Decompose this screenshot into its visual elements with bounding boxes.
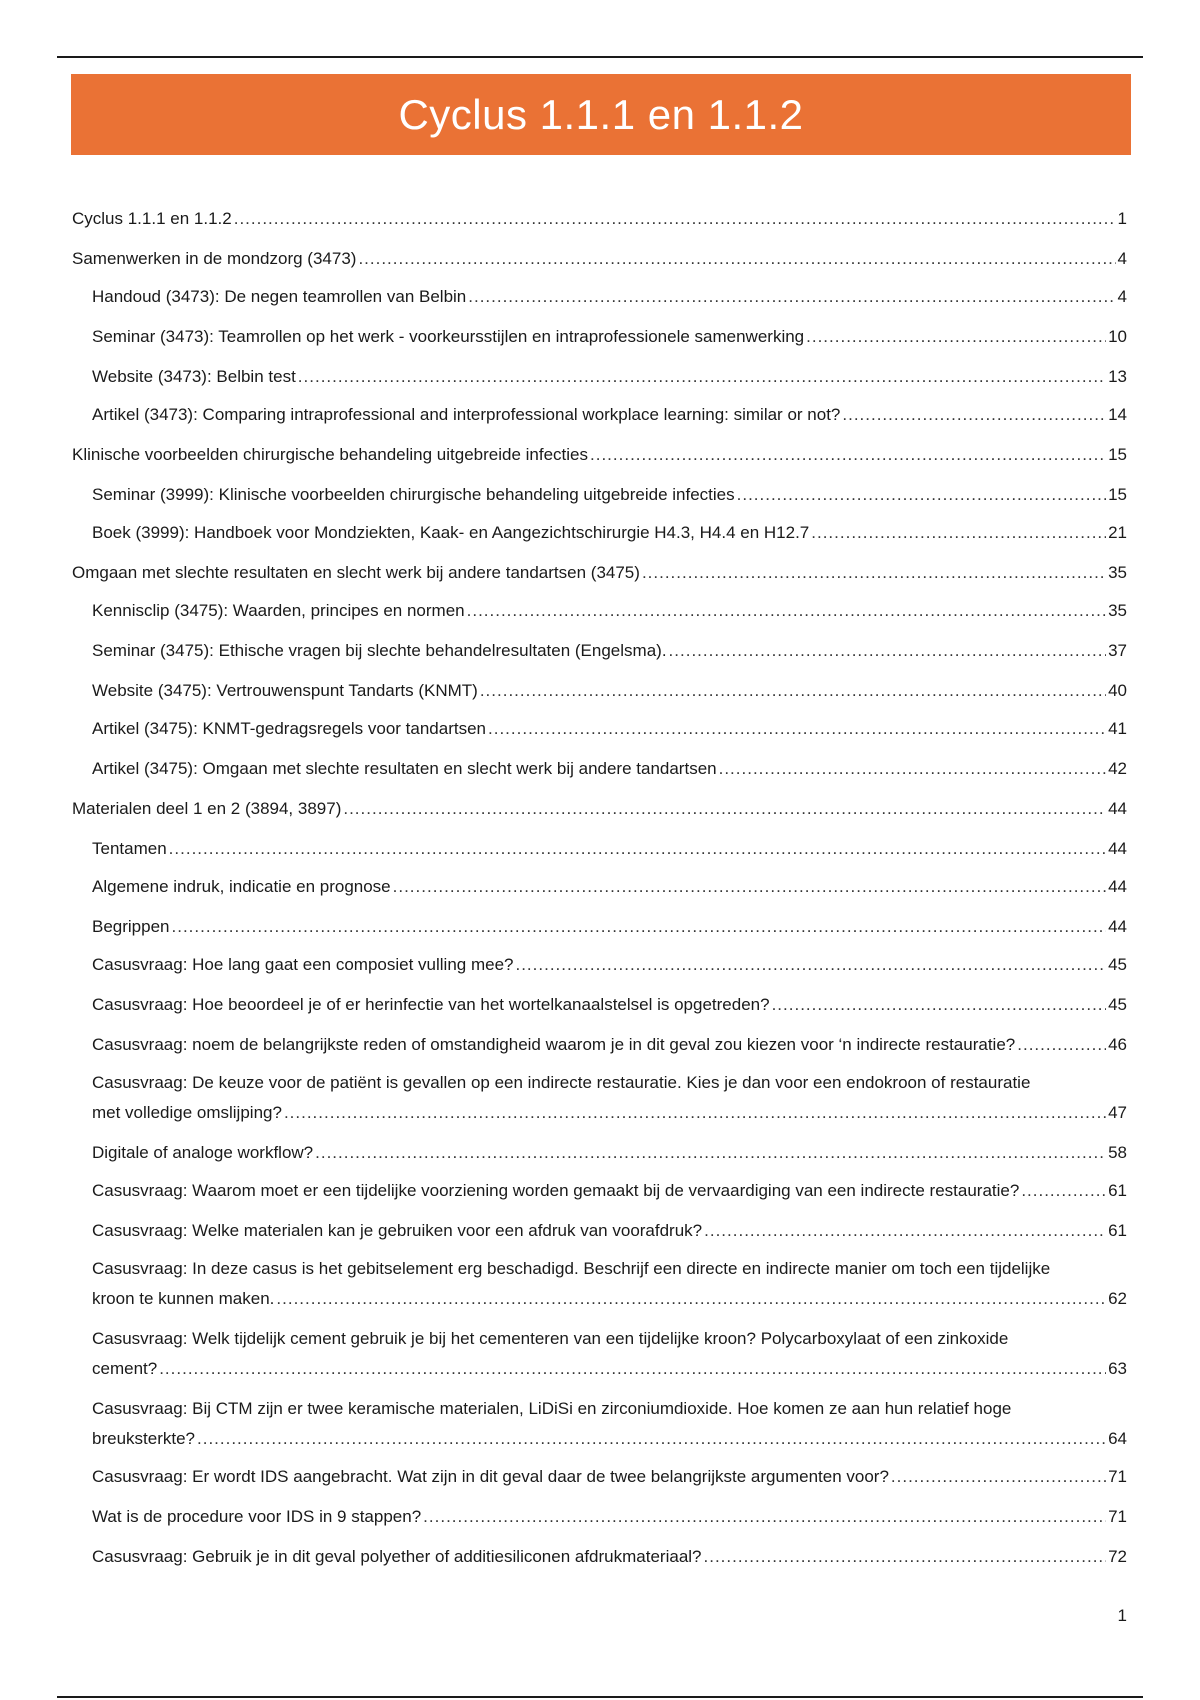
toc-entry-page: 61 bbox=[1108, 1221, 1127, 1240]
toc-entry[interactable] bbox=[72, 912, 1127, 942]
toc-entry-title: Artikel (3475): KNMT-gedragsregels voor tandartsen bbox=[92, 719, 487, 738]
dot-leader bbox=[669, 636, 1107, 666]
toc-entry-title: Kennisclip (3475): Waarden, principes en normen bbox=[92, 601, 465, 620]
dot-leader bbox=[393, 872, 1106, 902]
page-number: 1 bbox=[1117, 1606, 1127, 1625]
toc-entry-page: 15 bbox=[1108, 445, 1127, 464]
toc-entry-title: Casusvraag: Gebruik je in dit geval polyether of additiesiliconen afdrukmateriaal? bbox=[92, 1547, 702, 1566]
toc-entry-title: Casusvraag: Waarom moet er een tijdelijke voorziening worden gemaakt bij de vervaardiging van een indirecte restauratie? bbox=[92, 1181, 1020, 1200]
dot-leader bbox=[159, 1354, 1106, 1384]
toc-entry-title: Seminar (3999): Klinische voorbeelden chirurgische behandeling uitgebreide infecties bbox=[92, 485, 735, 504]
dot-leader bbox=[719, 754, 1106, 784]
toc-entry[interactable] bbox=[72, 204, 1127, 234]
toc-entry-title: breuksterkte? bbox=[92, 1429, 195, 1448]
toc-entry-page: 45 bbox=[1108, 995, 1127, 1014]
toc-entry-title: Website (3475): Vertrouwenspunt Tandarts (KNMT) bbox=[92, 681, 478, 700]
toc-entry[interactable] bbox=[72, 990, 1127, 1020]
toc-entry-title: Casusvraag: Hoe lang gaat een composiet vulling mee? bbox=[92, 955, 514, 974]
toc-entry-page: 42 bbox=[1108, 759, 1127, 778]
toc-entry-title: Materialen deel 1 en 2 (3894, 3897) bbox=[72, 799, 342, 818]
title-banner bbox=[71, 74, 1131, 155]
toc-entry-page: 1 bbox=[1117, 209, 1127, 228]
dot-leader bbox=[737, 480, 1106, 510]
toc-entry-title-line: Casusvraag: In deze casus is het gebitselement erg beschadigd. Beschrijf een directe en indirecte manier om toch een tijdelijke bbox=[92, 1259, 1051, 1278]
toc-entry[interactable] bbox=[72, 400, 1127, 430]
toc-entry[interactable] bbox=[72, 872, 1127, 902]
toc-entry-title: cement? bbox=[92, 1359, 158, 1378]
toc-entry-title: Handoud (3473): De negen teamrollen van Belbin bbox=[92, 287, 467, 306]
dot-leader bbox=[172, 912, 1107, 942]
dot-leader bbox=[642, 558, 1106, 588]
toc-entry[interactable] bbox=[72, 1216, 1127, 1246]
toc-entry[interactable] bbox=[72, 834, 1127, 864]
toc-entry[interactable] bbox=[72, 636, 1127, 666]
toc-entry-page: 14 bbox=[1108, 405, 1127, 424]
toc-entry-page: 71 bbox=[1108, 1507, 1127, 1526]
toc-entry-title: Algemene indruk, indicatie en prognose bbox=[92, 877, 391, 896]
toc-entry[interactable] bbox=[72, 1176, 1127, 1206]
toc-entry-page: 21 bbox=[1108, 523, 1127, 542]
toc-entry-page: 4 bbox=[1117, 249, 1127, 268]
dot-leader bbox=[276, 1284, 1106, 1314]
dot-leader bbox=[891, 1462, 1106, 1492]
toc-entry-title: Samenwerken in de mondzorg (3473) bbox=[72, 249, 357, 268]
toc-entry-title: Casusvraag: Welke materialen kan je gebruiken voor een afdruk van voorafdruk? bbox=[92, 1221, 703, 1240]
toc-entry[interactable] bbox=[72, 754, 1127, 784]
dot-leader bbox=[169, 834, 1106, 864]
dot-leader bbox=[298, 362, 1106, 392]
toc-entry-title: met volledige omslijping? bbox=[92, 1103, 282, 1122]
dot-leader bbox=[284, 1098, 1106, 1128]
toc-entry-title: Klinische voorbeelden chirurgische behandeling uitgebreide infecties bbox=[72, 445, 589, 464]
toc-entry[interactable] bbox=[72, 1394, 1127, 1454]
toc-entry-page: 58 bbox=[1108, 1143, 1127, 1162]
toc-entry[interactable] bbox=[72, 714, 1127, 744]
toc-entry-title: Seminar (3475): Ethische vragen bij slechte behandelresultaten (Engelsma). bbox=[92, 641, 667, 660]
dot-leader bbox=[704, 1216, 1106, 1246]
dot-leader bbox=[772, 990, 1107, 1020]
toc-entry[interactable] bbox=[72, 1542, 1127, 1572]
toc-entry[interactable] bbox=[72, 440, 1127, 470]
toc-entry[interactable] bbox=[72, 1502, 1127, 1532]
toc-entry[interactable] bbox=[72, 518, 1127, 548]
dot-leader bbox=[315, 1138, 1106, 1168]
toc-entry[interactable] bbox=[72, 1254, 1127, 1314]
toc-entry-title: Website (3473): Belbin test bbox=[92, 367, 296, 386]
toc-entry[interactable] bbox=[72, 1138, 1127, 1168]
toc-entry-title: Wat is de procedure voor IDS in 9 stappen? bbox=[92, 1507, 422, 1526]
toc-entry[interactable] bbox=[72, 480, 1127, 510]
toc-entry-page: 44 bbox=[1108, 917, 1127, 936]
toc-entry[interactable] bbox=[72, 596, 1127, 626]
dot-leader bbox=[423, 1502, 1106, 1532]
dot-leader bbox=[467, 596, 1106, 626]
dot-leader bbox=[806, 322, 1106, 352]
toc-entry-page: 44 bbox=[1108, 839, 1127, 858]
dot-leader bbox=[358, 244, 1115, 274]
dot-leader bbox=[842, 400, 1106, 430]
toc-entry-page: 45 bbox=[1108, 955, 1127, 974]
toc-entry[interactable] bbox=[72, 1068, 1127, 1128]
table-of-contents bbox=[72, 204, 1127, 1572]
toc-entry-page: 71 bbox=[1108, 1467, 1127, 1486]
toc-entry[interactable] bbox=[72, 322, 1127, 352]
toc-entry-page: 46 bbox=[1108, 1035, 1127, 1054]
toc-entry-title: Tentamen bbox=[92, 839, 167, 858]
toc-entry-title: Cyclus 1.1.1 en 1.1.2 bbox=[72, 209, 232, 228]
toc-entry-page: 62 bbox=[1108, 1289, 1127, 1308]
dot-leader bbox=[590, 440, 1106, 470]
toc-entry-title: Casusvraag: Hoe beoordeel je of er herinfectie van het wortelkanaalstelsel is opgetreden? bbox=[92, 995, 770, 1014]
toc-entry-title: Casusvraag: noem de belangrijkste reden of omstandigheid waarom je in dit geval zou kiezen voor ‘n indirecte restauratie? bbox=[92, 1035, 1016, 1054]
toc-entry[interactable] bbox=[72, 794, 1127, 824]
dot-leader bbox=[1017, 1030, 1106, 1060]
toc-entry[interactable] bbox=[72, 1462, 1127, 1492]
toc-entry-title: Begrippen bbox=[92, 917, 170, 936]
toc-entry-title: Seminar (3473): Teamrollen op het werk - voorkeursstijlen en intraprofessionele samenwerking bbox=[92, 327, 805, 346]
toc-entry-page: 44 bbox=[1108, 877, 1127, 896]
toc-entry[interactable] bbox=[72, 1030, 1127, 1060]
toc-entry-title-line: Casusvraag: Welk tijdelijk cement gebruik je bij het cementeren van een tijdelijke kroon? Polycarboxylaat of een zinkoxide bbox=[92, 1329, 1009, 1348]
toc-entry[interactable] bbox=[72, 244, 1127, 274]
toc-entry-title: Casusvraag: Er wordt IDS aangebracht. Wat zijn in dit geval daar de twee belangrijkste argumenten voor? bbox=[92, 1467, 889, 1486]
toc-entry-page: 35 bbox=[1108, 563, 1127, 582]
toc-entry-page: 44 bbox=[1108, 799, 1127, 818]
dot-leader bbox=[515, 950, 1106, 980]
toc-entry-page: 35 bbox=[1108, 601, 1127, 620]
dot-leader bbox=[197, 1424, 1106, 1454]
toc-entry[interactable] bbox=[72, 1324, 1127, 1384]
toc-entry-title: Artikel (3475): Omgaan met slechte resultaten en slecht werk bij andere tandartsen bbox=[92, 759, 717, 778]
toc-entry-title: kroon te kunnen maken. bbox=[92, 1289, 275, 1308]
toc-entry-title: Omgaan met slechte resultaten en slecht werk bij andere tandartsen (3475) bbox=[72, 563, 640, 582]
toc-entry[interactable] bbox=[72, 558, 1127, 588]
toc-entry-page: 10 bbox=[1108, 327, 1127, 346]
dot-leader bbox=[488, 714, 1106, 744]
toc-entry[interactable] bbox=[72, 282, 1127, 312]
toc-entry-title: Digitale of analoge workflow? bbox=[92, 1143, 314, 1162]
toc-entry[interactable] bbox=[72, 950, 1127, 980]
toc-entry[interactable] bbox=[72, 676, 1127, 706]
toc-entry-page: 47 bbox=[1108, 1103, 1127, 1122]
toc-entry-page: 40 bbox=[1108, 681, 1127, 700]
dot-leader bbox=[234, 204, 1116, 234]
dot-leader bbox=[468, 282, 1115, 312]
dot-leader bbox=[704, 1542, 1107, 1572]
toc-entry-page: 61 bbox=[1108, 1181, 1127, 1200]
toc-entry-title-line: Casusvraag: De keuze voor de patiënt is gevallen op een indirecte restauratie. Kies je dan voor een endokroon of restauratie bbox=[92, 1073, 1031, 1092]
dot-leader bbox=[811, 518, 1106, 548]
dot-leader bbox=[1021, 1176, 1106, 1206]
toc-entry-page: 13 bbox=[1108, 367, 1127, 386]
dot-leader bbox=[343, 794, 1106, 824]
toc-entry-page: 4 bbox=[1117, 287, 1127, 306]
toc-entry-page: 72 bbox=[1108, 1547, 1127, 1566]
toc-entry-page: 64 bbox=[1108, 1429, 1127, 1448]
toc-entry-page: 41 bbox=[1108, 719, 1127, 738]
toc-entry[interactable] bbox=[72, 362, 1127, 392]
bottom-rule bbox=[57, 1696, 1143, 1698]
top-rule bbox=[57, 56, 1143, 58]
toc-entry-title: Boek (3999): Handboek voor Mondziekten, Kaak- en Aangezichtschirurgie H4.3, H4.4 en H12.7 bbox=[92, 523, 810, 542]
toc-entry-page: 63 bbox=[1108, 1359, 1127, 1378]
dot-leader bbox=[480, 676, 1106, 706]
toc-entry-title: Artikel (3473): Comparing intraprofessional and interprofessional workplace learning: similar or not? bbox=[92, 405, 841, 424]
toc-entry-title-line: Casusvraag: Bij CTM zijn er twee keramische materialen, LiDiSi en zirconiumdioxide. Hoe komen ze aan hun relatief hoge bbox=[92, 1399, 1012, 1418]
toc-entry-page: 37 bbox=[1108, 641, 1127, 660]
document-title: Cyclus 1.1.1 en 1.1.2 bbox=[398, 90, 804, 138]
toc-entry-page: 15 bbox=[1108, 485, 1127, 504]
